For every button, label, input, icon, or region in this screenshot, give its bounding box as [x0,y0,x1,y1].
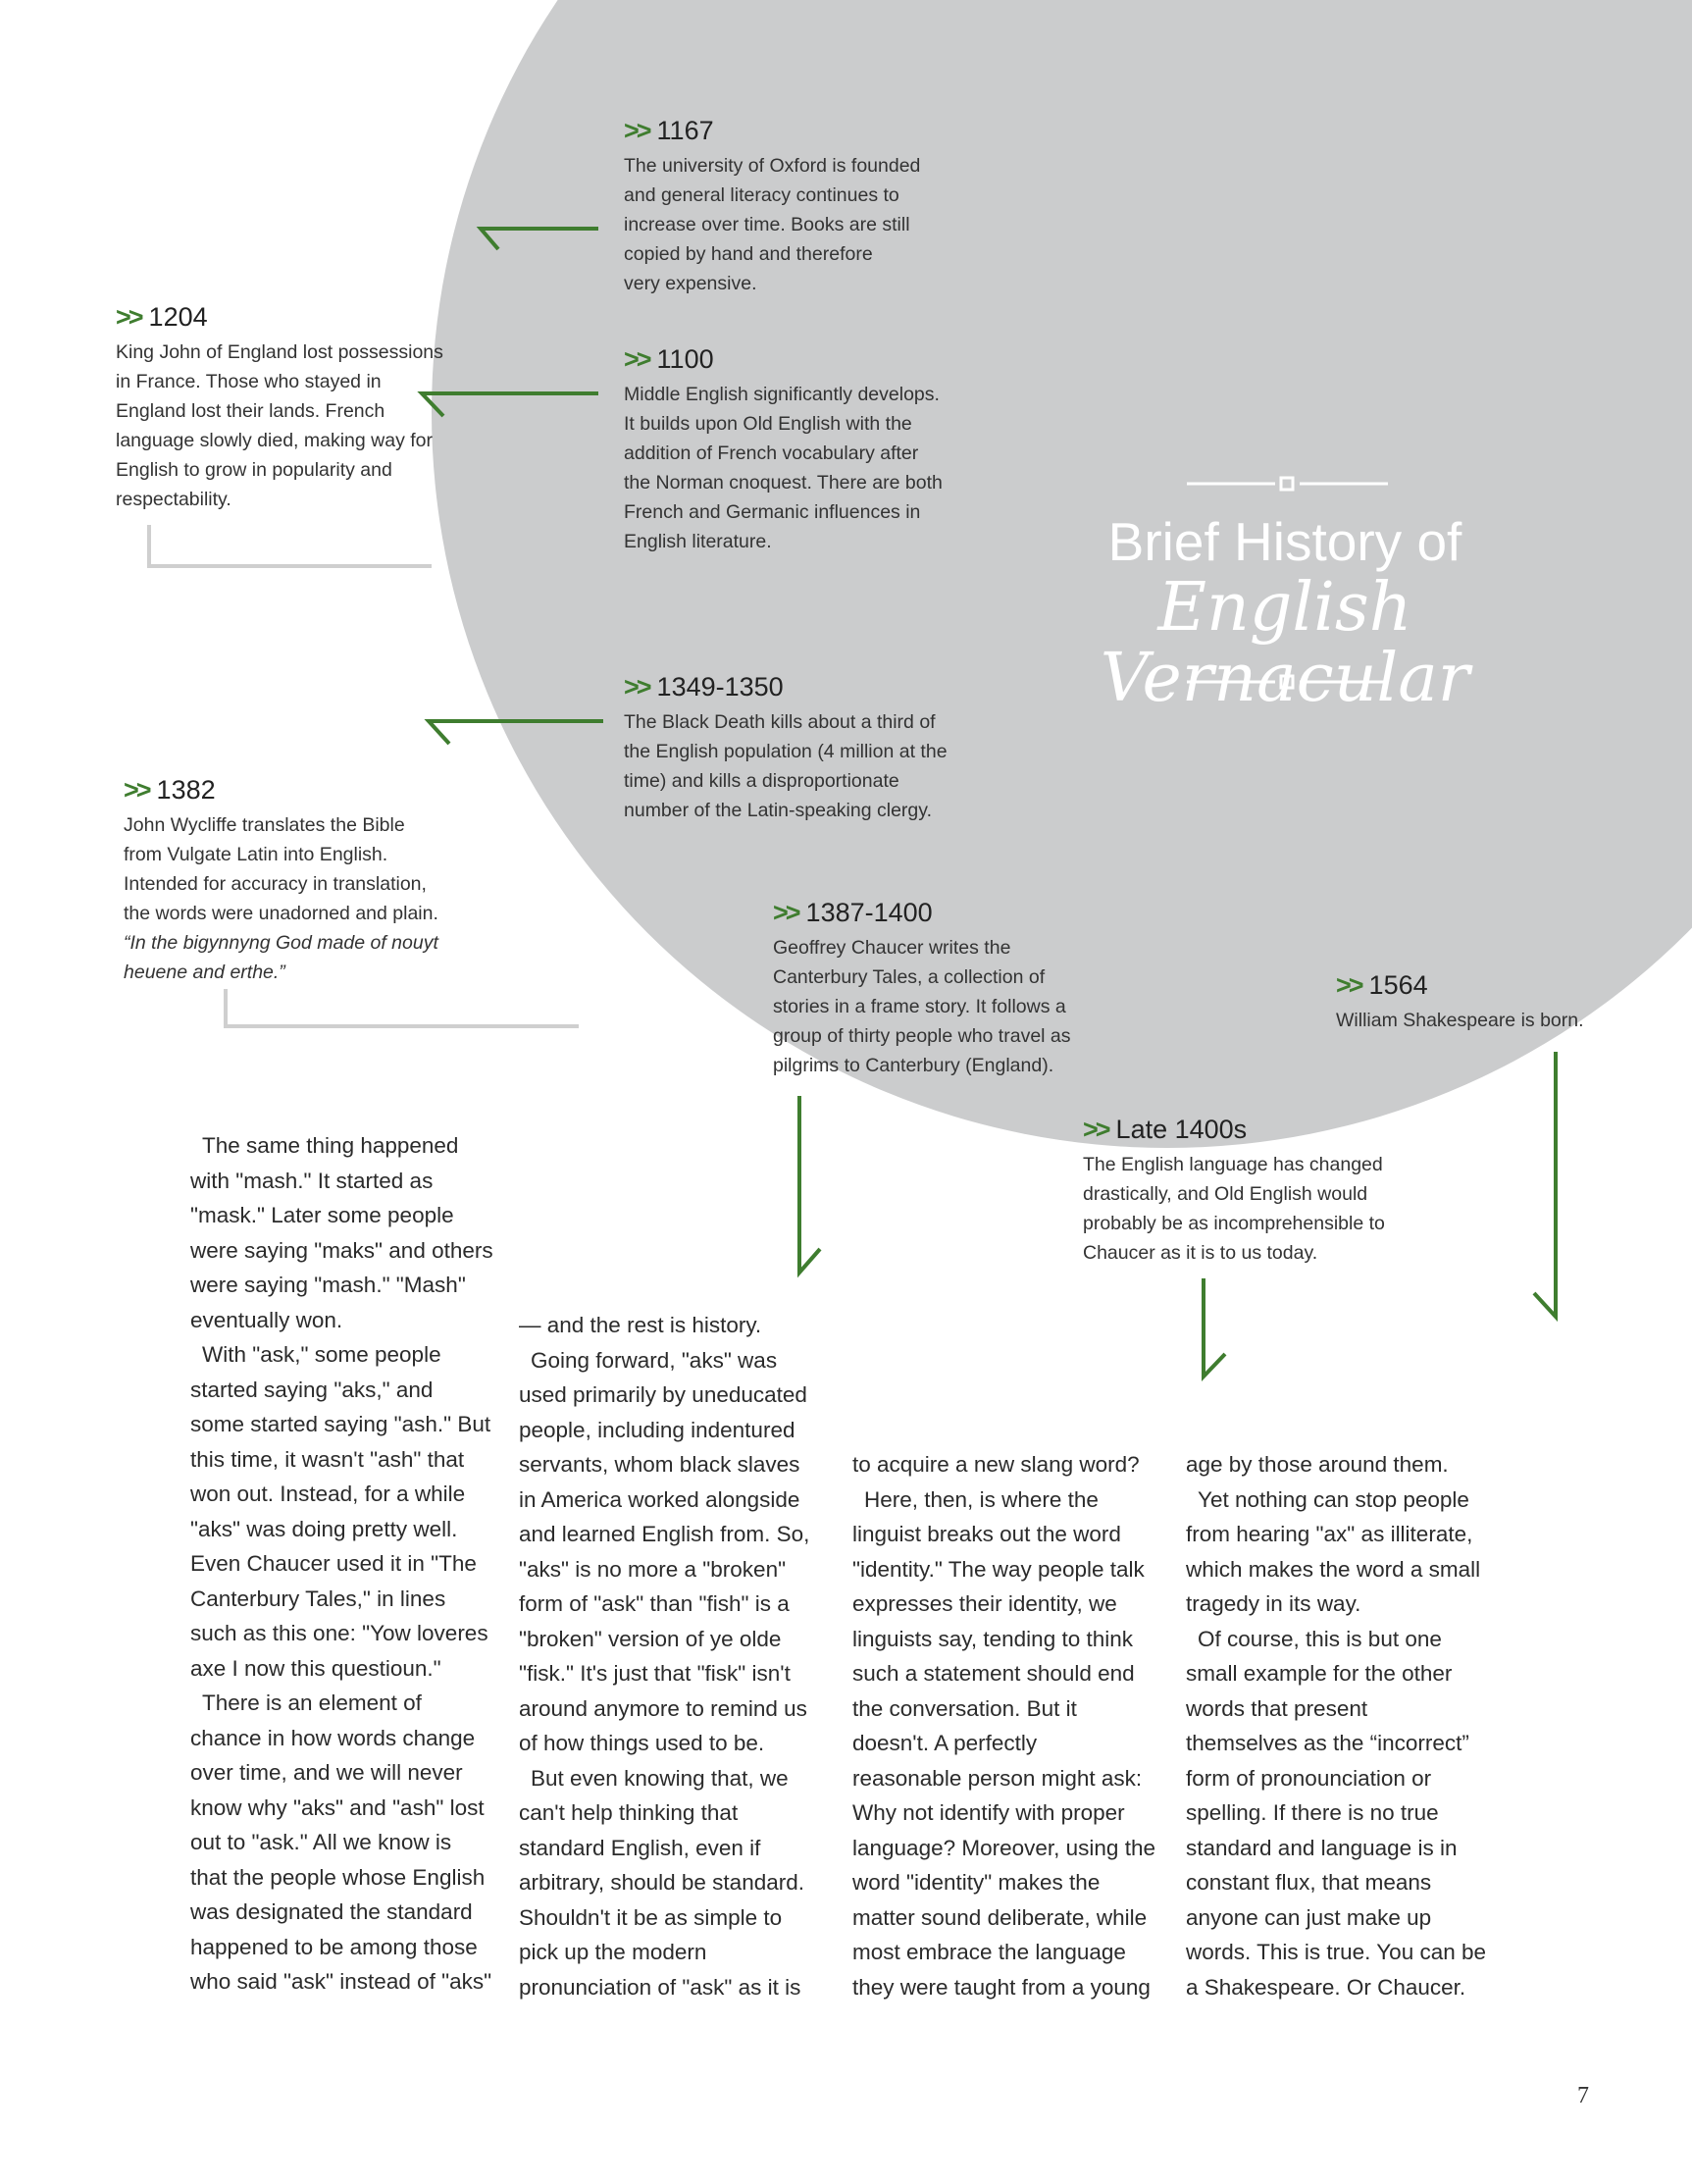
text-line: "fisk." It's just that "fisk" isn't [519,1661,791,1686]
entry-year: 1349-1350 [656,672,784,702]
connector-1564 [1534,1052,1556,1317]
text-line: number of the Latin-speaking clergy. [624,800,932,821]
entry-text [1336,1006,1669,1035]
text-line: form of "ask" than "fish" is a [519,1591,790,1616]
text-line: — and the rest is history. [519,1313,762,1337]
text-line: the conversation. But it [852,1695,1077,1721]
text-line: Here, then, is where the [864,1486,1099,1512]
paragraph [519,1343,843,1761]
text-line: "aks" was doing pretty well. [190,1516,458,1541]
chevron-right-icon: >> [624,116,649,145]
entry-year: Late 1400s [1115,1115,1248,1144]
text-line: were saying "maks" and others [190,1237,493,1263]
text-line: around anymore to remind us [519,1695,807,1721]
text-line: With "ask," some people [202,1342,441,1367]
paragraph [190,1128,514,1337]
text-line: was designated the standard [190,1899,473,1924]
page-title [1000,510,1569,717]
text-line: the words were unadorned and plain. [124,903,438,924]
text-line: copied by hand and therefore [624,243,873,265]
timeline-entry-1100 [624,342,977,556]
text-line: French and Germanic influences in [624,501,921,523]
text-line: that the people whose English [190,1864,486,1890]
chevron-right-icon: >> [1336,970,1361,1000]
paragraph [1186,1622,1510,2005]
article-column-4 [1186,1447,1510,2004]
text-line: small example for the other [1186,1661,1453,1686]
text-line: form of pronounciation or [1186,1765,1432,1791]
connector-late1400s [1204,1278,1225,1377]
chevron-right-icon: >> [1083,1115,1108,1144]
paragraph [190,1686,514,2000]
text-line: But even knowing that, we [531,1765,789,1791]
text-line: Canterbury Tales, a collection of [773,966,1046,988]
text-line: respectability. [116,489,231,510]
paragraph [1186,1447,1510,1482]
text-line: and general literacy continues to [624,184,899,206]
entry-year: 1204 [148,302,208,332]
text-line: drastically, and Old English would [1083,1183,1368,1205]
text-line: who said "ask" instead of "aks" [190,1969,492,1994]
chevron-right-icon: >> [624,344,649,374]
entry-text [773,933,1126,1080]
text-line: Why not identify with proper [852,1800,1125,1825]
paragraph [852,1447,1176,1482]
text-line: eventually won. [190,1307,343,1332]
entry-text [116,338,469,514]
text-line: pilgrims to Canterbury (England). [773,1055,1054,1076]
timeline-entry-late1400s [1083,1113,1436,1268]
text-line: reasonable person might ask: [852,1765,1143,1791]
chevron-right-icon: >> [773,898,798,927]
text-line: used primarily by uneducated [519,1382,807,1407]
text-line: chance in how words change [190,1725,476,1750]
entry-year: 1100 [656,344,714,374]
paragraph [1186,1482,1510,1622]
paragraph [190,1337,514,1686]
entry-year: 1564 [1368,970,1428,1000]
article-column-1 [190,1128,514,2000]
entry-text [1083,1150,1436,1268]
text-line: in France. Those who stayed in [116,371,382,392]
timeline-entry-1167 [624,114,977,298]
entry-text [624,707,997,825]
text-line: anyone can just make up [1186,1904,1432,1930]
paragraph [519,1761,843,2005]
text-line: standard and language is in [1186,1835,1458,1860]
text-line: The Black Death kills about a third of [624,711,936,733]
text-line: John Wycliffe translates the Bible [124,814,405,836]
text-line: and learned English from. So, [519,1522,810,1546]
text-line: The university of Oxford is founded [624,155,921,177]
text-line: such as this one: "Yow loveres [190,1621,488,1645]
text-line: words. This is true. You can be [1186,1940,1487,1964]
paragraph [519,1308,843,1343]
title-line-1: Brief History of [1107,511,1462,572]
text-line: pick up the modern [519,1940,707,1964]
text-line: were saying "mash." "Mash" [190,1273,466,1297]
text-line: the English population (4 million at the [624,741,948,762]
text-line: linguists say, tending to think [852,1626,1133,1651]
text-line: of how things used to be. [519,1731,765,1755]
text-line: started saying "aks," and [190,1377,434,1402]
text-line: from Vulgate Latin into English. [124,844,388,865]
connector-1204-bracket [149,525,432,566]
text-line: a Shakespeare. Or Chaucer. [1186,1974,1466,2000]
text-line: “In the bigynnyng God made of nouyt [124,932,438,954]
article-column-2 [519,1308,843,2004]
text-line: William Shakespeare is born. [1336,1010,1584,1031]
text-line: happened to be among those [190,1934,478,1959]
text-line: the Norman cnoquest. There are both [624,472,943,494]
text-line: Geoffrey Chaucer writes the [773,937,1011,959]
text-line: Intended for accuracy in translation, [124,873,427,895]
entry-text [624,151,977,298]
text-line: Yet nothing can stop people [1198,1486,1469,1512]
text-line: Going forward, "aks" was [531,1347,778,1373]
text-line: The same thing happened [202,1133,459,1158]
text-line: over time, and we will never [190,1760,463,1785]
text-line: themselves as the “incorrect” [1186,1731,1469,1755]
text-line: arbitrary, should be standard. [519,1870,804,1895]
text-line: Of course, this is but one [1198,1626,1442,1651]
text-line: some started saying "ash." But [190,1412,491,1436]
connector-1167 [481,229,598,249]
text-line: increase over time. Books are still [624,214,910,235]
timeline-entry-1387 [773,896,1126,1080]
text-line: spelling. If there is no true [1186,1800,1439,1825]
text-line: stories in a frame story. It follows a [773,996,1066,1017]
text-line: heuene and erthe.” [124,962,285,983]
entry-quote [124,928,477,987]
text-line: language? Moreover, using the [852,1835,1155,1860]
timeline-entry-1382 [124,773,477,987]
text-line: words that present [1186,1695,1368,1721]
text-line: age by those around them. [1186,1452,1449,1477]
text-line: out to "ask." All we know is [190,1830,452,1854]
text-line: English to grow in popularity and [116,459,392,481]
article-column-3 [852,1447,1176,2004]
text-line: language slowly died, making way for [116,430,434,451]
text-line: most embrace the language [852,1940,1126,1964]
text-line: know why "aks" and "ash" lost [190,1794,485,1820]
text-line: group of thirty people who travel as [773,1025,1071,1047]
text-line: There is an element of [202,1690,422,1715]
text-line: King John of England lost possessions [116,341,443,363]
text-line: to acquire a new slang word? [852,1452,1140,1477]
text-line: linguist breaks out the word [852,1522,1121,1546]
text-line: people, including indentured [519,1417,795,1442]
text-line: matter sound deliberate, while [852,1904,1148,1930]
text-line: with "mash." It started as [190,1168,434,1193]
text-line: "identity." The way people talk [852,1556,1145,1582]
entry-text [124,810,477,928]
text-line: this time, it wasn't "ash" that [190,1446,465,1472]
page-number: 7 [1577,2083,1589,2108]
chevron-right-icon: >> [116,302,141,332]
text-line: servants, whom black slaves [519,1452,800,1477]
connector-1382-bracket [226,989,579,1026]
text-line: Even Chaucer used it in "The [190,1551,477,1576]
chevron-right-icon: >> [124,775,149,805]
title-ornament-top [1187,478,1388,490]
chevron-right-icon: >> [624,672,649,702]
text-line: can't help thinking that [519,1800,739,1825]
entry-text [624,380,977,556]
timeline-entry-1204 [116,300,469,514]
text-line: The English language has changed [1083,1154,1383,1175]
text-line: Canterbury Tales," in lines [190,1586,446,1611]
text-line: time) and kills a disproportionate [624,770,899,792]
text-line: It builds upon Old English with the [624,413,912,435]
text-line: Chaucer as it is to us today. [1083,1242,1318,1264]
text-line: England lost their lands. French [116,400,385,422]
entry-year: 1167 [656,116,714,145]
text-line: pronunciation of "ask" as it is [519,1974,801,2000]
text-line: axe I now this questioun." [190,1655,441,1681]
text-line: "broken" version of ye olde [519,1626,782,1651]
text-line: "mask." Later some people [190,1203,454,1227]
text-line: English literature. [624,531,772,552]
text-line: tragedy in its way. [1186,1591,1361,1616]
entry-year: 1387-1400 [805,898,933,927]
text-line: "aks" is no more a "broken" [519,1556,787,1582]
text-line: standard English, even if [519,1835,761,1860]
text-line: doesn't. A perfectly [852,1731,1038,1755]
text-line: they were taught from a young [852,1974,1151,2000]
text-line: which makes the word a small [1186,1556,1481,1582]
text-line: in America worked alongside [519,1486,800,1512]
text-line: Shouldn't it be as simple to [519,1904,783,1930]
entry-year: 1382 [156,775,216,805]
text-line: Middle English significantly develops. [624,384,940,405]
timeline-entry-1349 [624,670,997,825]
connector-1387 [799,1096,820,1273]
text-line: from hearing "ax" as illiterate, [1186,1522,1473,1546]
text-line: very expensive. [624,273,757,294]
text-line: addition of French vocabulary after [624,442,919,464]
text-line: expresses their identity, we [852,1591,1117,1616]
text-line: word "identity" makes the [852,1870,1101,1895]
timeline-entry-1564 [1336,968,1669,1035]
text-line: probably be as incomprehensible to [1083,1213,1385,1234]
title-line-2: English Vernacular [1100,569,1470,717]
text-line: such a statement should end [852,1661,1135,1686]
text-line: won out. Instead, for a while [190,1482,466,1506]
text-line: constant flux, that means [1186,1870,1432,1895]
paragraph [852,1482,1176,2005]
connector-1349 [429,721,603,744]
